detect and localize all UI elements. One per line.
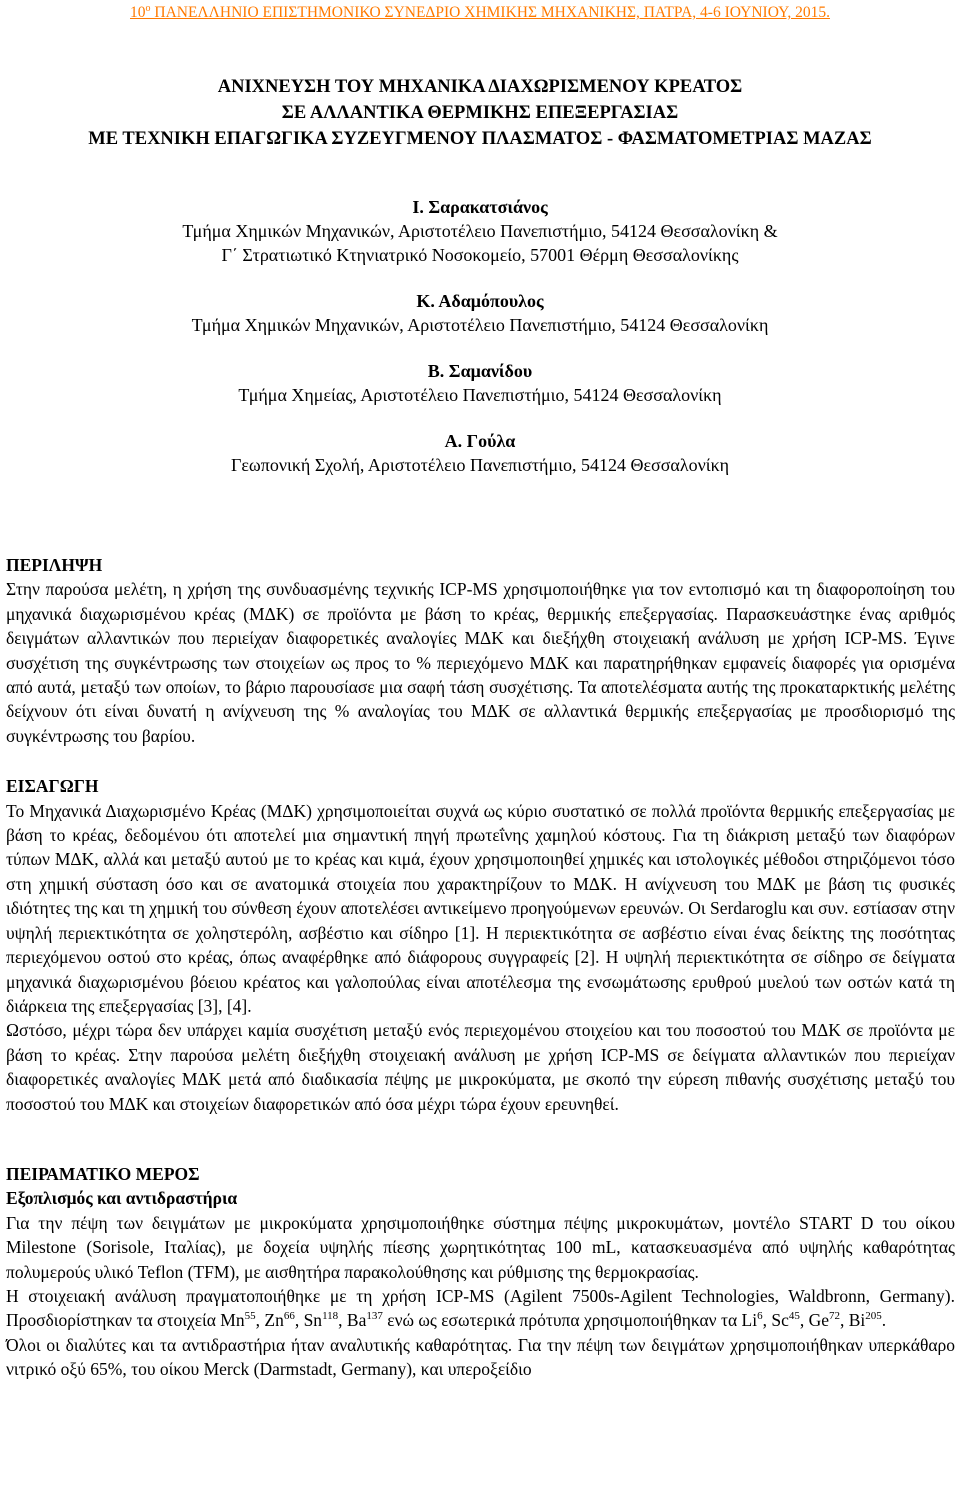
author-name: Κ. Αδαμόπουλος [416,291,544,311]
header-text: ΠΑΝΕΛΛΗΝΙΟ ΕΠΙΣΤΗΜΟΝΙΚΟ ΣΥΝΕΔΡΙΟ ΧΗΜΙΚΗΣ ΜΗΧΑΝΙΚΗΣ, ΠΑΤΡΑ, 4-6 ΙΟΥΝΙΟΥ, 2015. [150,4,830,21]
spacer [6,748,955,774]
conference-header [0,0,960,30]
experimental-paragraph-3: Όλοι οι διαλύτες και τα αντιδραστήρια ήταν αναλυτικής καθαρότητας. Για την πέψη των δειγμάτων χρησιμοποιήθηκαν υπερκάθαρο νιτρικό οξύ 65%, του οίκου Merck (Darmstadt, Germany), και υπεροξείδιο [6,1334,955,1380]
experimental-paragraph-2 [6,1284,955,1333]
text-run: , Ge [799,1310,829,1331]
introduction-heading: ΕΙΣΑΓΩΓΗ [6,776,99,797]
text-run: Η στοιχειακή ανάλυση πραγματοποιήθηκε με τη χρήση ICP-MS (Agilent 7500s-Agilent Technologies, Waldbronn, Germany). Προσδιορίστηκαν τα στοιχεία Mn [6,1285,955,1331]
author-name: Β. Σαμανίδου [427,361,533,381]
isotope-mass: 118 [322,1310,339,1323]
experimental-heading: ΠΕΙΡΑΜΑΤΙΚΟ ΜΕΡΟΣ [6,1163,200,1184]
author-affiliation: Τμήμα Χημικών Μηχανικών, Αριστοτέλειο Πανεπιστήμιο, 54124 Θεσσαλονίκη [191,315,769,335]
abstract-text: Στην παρούσα μελέτη, η χρήση της συνδυασμένης τεχνικής ICP-MS χρησιμοποιήθηκε για τον εντοπισμό και τη διαφοροποίηση του μηχανικά διαχωρισμένου κρέας (ΜΔΚ) σε προϊόντα με βάση το κρέας, θερμικής επεξεργασίας. Παρασκευάστηκε ένας αριθμός δειγμάτων αλλαντικών που περιείχαν διαφορετικές αναλογίες ΜΔΚ και διεξήχθη στοιχειακή ανάλυση με χρήση ICP-MS. Έγινε συσχέτιση της συγκέντρωσης των στοιχείων ως προς το % περιεχόμενο ΜΔΚ και παρατηρήθηκαν εμφανείς διαφορές για ορισμένα από αυτά, μεταξύ των οποίων, το βάριο παρουσίασε μια σαφή τάση συσχέτισης. Τα αποτελέσματα αυτής της προκαταρκτικής μελέτης δείχνουν ότι είναι δυνατή η ανίχνευση της % αναλογίας του ΜΔΚ σε αλλαντικά θερμικής επεξεργασίας με προσδιορισμό της συγκέντρωσης του βαρίου. [6,579,955,746]
isotope-mass: 6 [757,1310,763,1323]
author-list [0,195,960,499]
author-block [0,429,960,477]
author-block [0,195,960,267]
author-block [0,359,960,407]
header-ordinal: ο [145,2,151,14]
author-affiliation: Γ΄ Στρατιωτικό Κτηνιατρικό Νοσοκομείο, 57001 Θέρμη Θεσσαλονίκης [221,245,739,265]
author-affiliation: Γεωπονική Σχολή, Αριστοτέλειο Πανεπιστήμιο, 54124 Θεσσαλονίκη [230,455,730,475]
text-run: , Sc [762,1310,789,1331]
author-affiliation: Τμήμα Χημικών Μηχανικών, Αριστοτέλειο Πανεπιστήμιο, 54124 Θεσσαλονίκη & [182,221,778,241]
experimental-paragraph-1: Για την πέψη των δειγμάτων με μικροκύματα χρησιμοποιήθηκε σύστημα πέψης μικροκυμάτων, μοντέλο START D του οίκου Milestone (Sorisole, Ιταλίας), με δοχεία υψηλής πίεσης χωρητικότητας 100 mL, κατασκευασμένα από υψηλής καθαρότητας πολυμερούς υλικό Teflon (TFM), με αισθητήρα παρακολούθησης και ρύθμισης της θερμοκρασίας. [6,1212,955,1282]
text-run: , Bi [840,1310,866,1331]
paper-body [6,553,955,1382]
isotope-mass: 45 [788,1310,800,1323]
title-line-2: ΣΕ ΑΛΛΑΝΤΙΚΑ ΘΕΡΜΙΚΗΣ ΕΠΕΞΕΡΓΑΣΙΑΣ [281,103,679,123]
header-prefix: 10 [130,4,146,21]
equipment-subheading: Εξοπλισμός και αντιδραστήρια [6,1188,238,1209]
text-run: . [881,1310,887,1331]
author-name: Α. Γούλα [444,431,516,451]
author-name: Ι. Σαρακατσιάνος [412,197,548,217]
isotope-mass: 55 [244,1310,256,1323]
paper-title [0,74,960,152]
introduction-paragraph-1: Το Μηχανικά Διαχωρισμένο Κρέας (ΜΔΚ) χρησιμοποιείται συχνά ως κύριο συστατικό σε πολλά προϊόντα θερμικής επεξεργασίας με βάση το κρέας, δεδομένου ότι αποτελεί μια σημαντική πηγή πρωτεΐνης χαμηλού κόστους. Για τη διάκριση μεταξύ των διαφόρων τύπων ΜΔΚ, αλλά και μεταξύ αυτού με το κρέας και κιμά, έχουν χρησιμοποιηθεί χημικές και ιστολογικές μέθοδοι στηριζόμενοι τόσο στη χημική σύσταση όσο και σε ανατομικά στοιχεία που χαρακτηρίζουν το ΜΔΚ. Η ανίχνευση του ΜΔΚ με βάση τις φυσικές ιδιότητες της και τη χημική του σύνθεση έχουν αποτελέσει αντικείμενο προηγούμενων ερευνών. Οι Serdaroglu και συν. εστίασαν στην υψηλή περιεκτικότητα σε χοληστερόλη, ασβέστιο και σίδηρο [1]. Η περιεκτικότητα σε ασβέστιο είναι ένας δείκτης της ποσότητας περιεχόμενου οστού στο κρέας, όπως αναφέρθηκε από διάφορους συγγραφείς [2]. Η υψηλή περιεκτικότητα σε σίδηρο σε δείγματα μηχανικά διαχωρισμένου βόειου κρέατος και γαλοπούλας είναι αποτέλεσμα της ενσωμάτωσης ερυθρού μυελού των οστών κατά τη διάρκεια της επεξεργασίας [3], [4]. [6,800,955,1016]
isotope-mass: 66 [283,1310,295,1323]
text-run: , Ba [338,1310,367,1331]
text-run: , Zn [255,1310,284,1331]
author-affiliation: Τμήμα Χημείας, Αριστοτέλειο Πανεπιστήμιο, 54124 Θεσσαλονίκη [238,385,722,405]
text-run: , Sn [294,1310,323,1331]
title-line-3: ΜΕ ΤΕΧΝΙΚΗ ΕΠΑΓΩΓΙΚΑ ΣΥΖΕΥΓΜΕΝΟΥ ΠΛΑΣΜΑΤΟΣ - ΦΑΣΜΑΤΟΜΕΤΡΙΑΣ ΜΑΖΑΣ [88,129,872,149]
spacer [6,1116,955,1162]
abstract-heading: ΠΕΡΙΛΗΨΗ [6,555,103,575]
isotope-mass: 72 [829,1310,840,1323]
author-block [0,289,960,337]
introduction-paragraph-2: Ωστόσο, μέχρι τώρα δεν υπάρχει καμία συσχέτιση μεταξύ ενός περιεχομένου στοιχείου και του ποσοστού του ΜΔΚ σε προϊόντα με βάση το κρέας. Στην παρούσα μελέτη διεξήχθη στοιχειακή ανάλυση με χρήση ICP-MS σε δείγματα αλλαντικών που περιείχαν διαφορετικές αναλογίες ΜΔΚ μετά από διαδικασία πέψης με μικροκύματα, με σκοπό την εύρεση πιθανής συσχέτισης μεταξύ του ποσοστού του ΜΔΚ και στοιχείων διαφορετικών από όσα μέχρι τώρα έχουν ερευνηθεί. [6,1020,955,1114]
isotope-mass: 205 [865,1310,882,1323]
isotope-mass: 137 [366,1310,383,1323]
text-run: ενώ ως εσωτερικά πρότυπα χρησιμοποιήθηκαν τα Li [382,1310,758,1331]
title-line-1: ΑΝΙΧΝΕΥΣΗ ΤΟΥ ΜΗΧΑΝΙΚΑ ΔΙΑΧΩΡΙΣΜΕΝΟΥ ΚΡΕΑΤΟΣ [217,77,743,97]
